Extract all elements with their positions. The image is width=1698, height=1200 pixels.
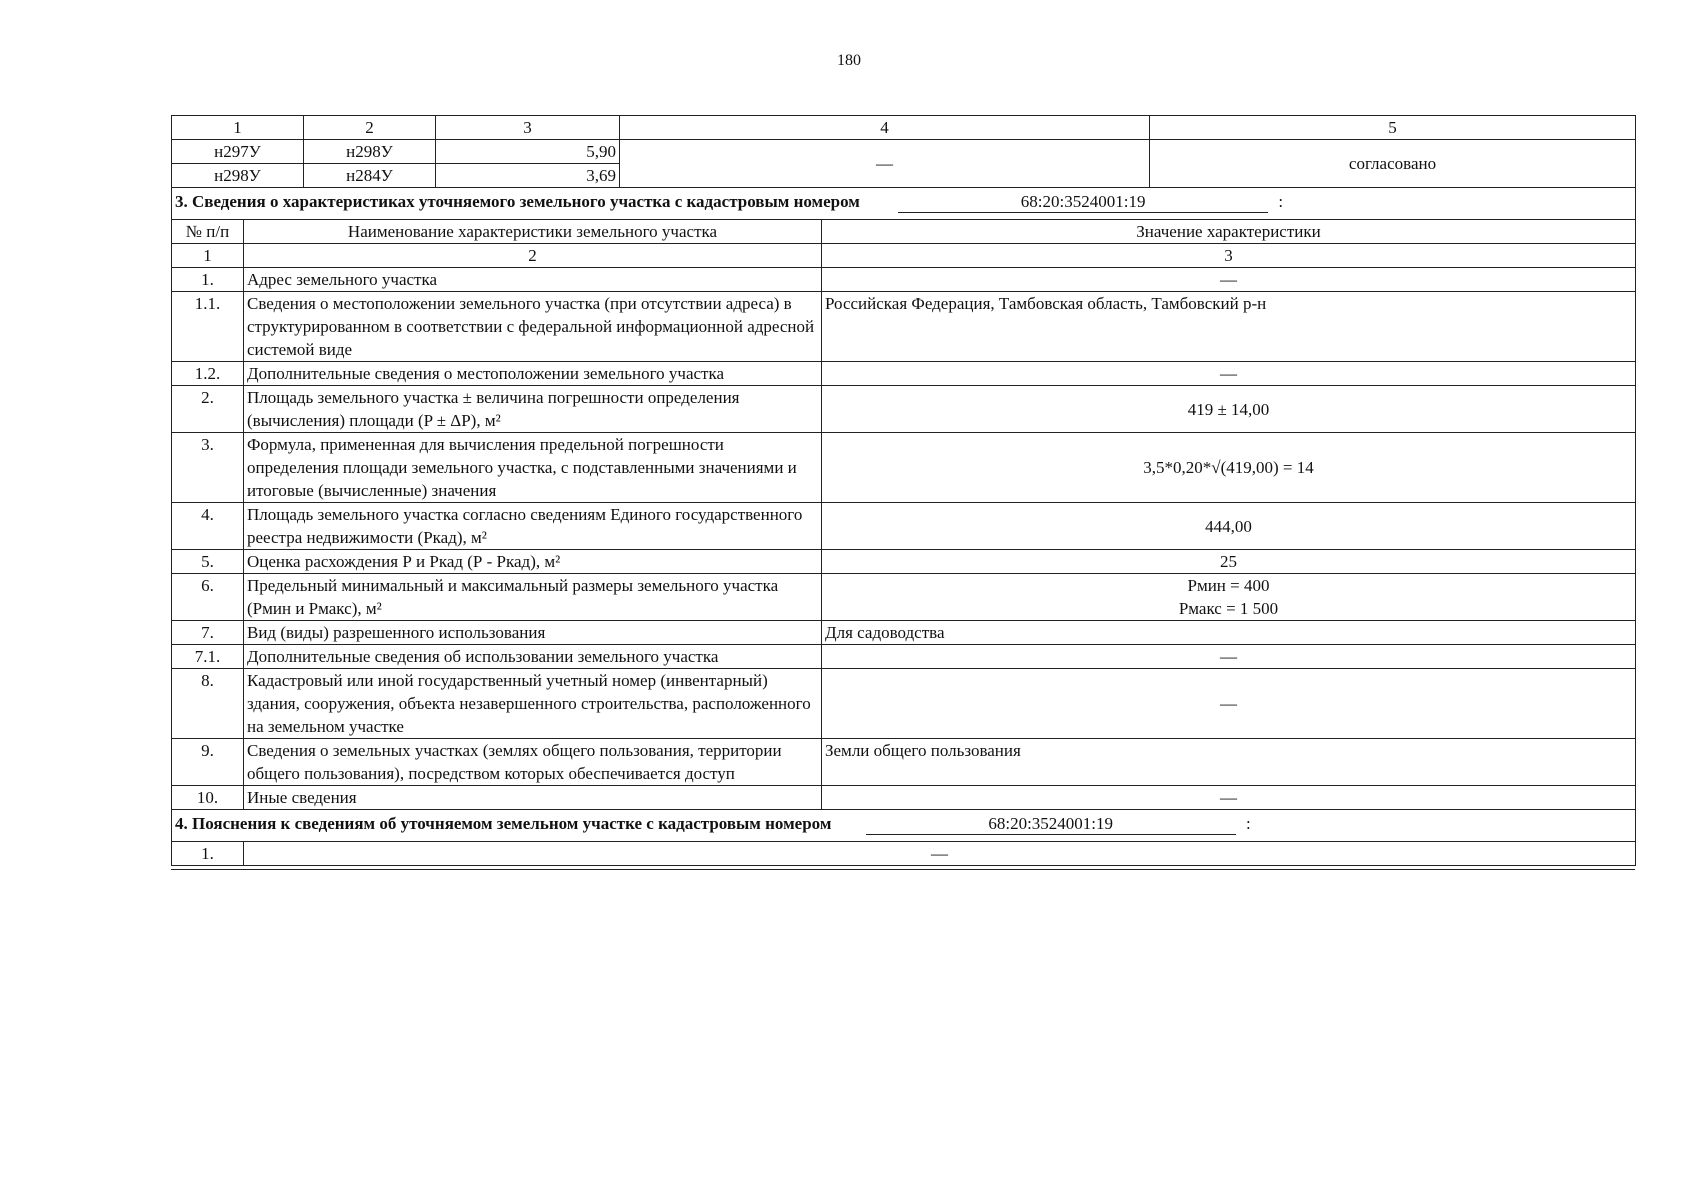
col-number: 2	[244, 244, 822, 268]
size-max: Рмакс = 1 500	[1178, 599, 1279, 618]
table-row	[172, 574, 1636, 621]
bottom-rule	[171, 869, 1635, 870]
row-number: 2.	[172, 386, 244, 433]
row-number: 5.	[172, 550, 244, 574]
characteristic-name: Вид (виды) разрешенного использования	[244, 621, 822, 645]
header-row	[172, 116, 1636, 140]
table-row	[172, 842, 1636, 866]
table-row	[172, 140, 1636, 164]
colon: :	[1245, 814, 1251, 833]
table-row	[172, 786, 1636, 810]
characteristic-value: 444,00	[822, 503, 1636, 550]
row-number: 1.	[172, 268, 244, 292]
row-number: 4.	[172, 503, 244, 550]
col-header-number: № п/п	[172, 220, 244, 244]
row-number: 1.	[172, 842, 244, 866]
col-header: 1	[172, 116, 304, 140]
characteristic-name: Иные сведения	[244, 786, 822, 810]
table-row	[172, 645, 1636, 669]
characteristic-value: —	[822, 786, 1636, 810]
col-header-value: Значение характеристики	[822, 220, 1636, 244]
section4-title-text: 4. Пояснения к сведениям об уточняемом земельном участке с кадастровым номером	[175, 814, 832, 833]
distance: 5,90	[436, 140, 620, 164]
row-number: 7.	[172, 621, 244, 645]
cadastral-number: 68:20:3524001:19	[898, 191, 1268, 213]
characteristic-value	[822, 574, 1636, 621]
cadastral-number: 68:20:3524001:19	[866, 813, 1236, 835]
characteristic-value: 3,5*0,20*√(419,00) = 14	[822, 433, 1636, 503]
row-number: 7.1.	[172, 645, 244, 669]
table-row	[172, 386, 1636, 433]
table-row	[172, 433, 1636, 503]
row-number: 3.	[172, 433, 244, 503]
row-number: 10.	[172, 786, 244, 810]
table-row	[172, 292, 1636, 362]
section-title-row	[172, 188, 1636, 220]
table-row	[172, 503, 1636, 550]
characteristic-value: Для садоводства	[822, 621, 1636, 645]
borders-table	[171, 115, 1636, 188]
characteristic-value: —	[822, 669, 1636, 739]
section3-title	[172, 188, 1636, 220]
characteristic-value: —	[822, 645, 1636, 669]
point-from: н298У	[172, 164, 304, 188]
characteristic-value: —	[822, 268, 1636, 292]
characteristics-table	[171, 187, 1636, 866]
row-number: 1.2.	[172, 362, 244, 386]
section3-title-text: 3. Сведения о характеристиках уточняемого земельного участка с кадастровым номером	[175, 192, 860, 211]
characteristic-name: Предельный минимальный и максимальный размеры земельного участка (Рмин и Рмакс), м²	[244, 574, 822, 621]
row-number: 8.	[172, 669, 244, 739]
point-to: н298У	[304, 140, 436, 164]
characteristic-name: Дополнительные сведения о местоположении земельного участка	[244, 362, 822, 386]
table-row	[172, 739, 1636, 786]
row-number: 6.	[172, 574, 244, 621]
header-row	[172, 220, 1636, 244]
col-header: 3	[436, 116, 620, 140]
col-header: 2	[304, 116, 436, 140]
row-number: 1.1.	[172, 292, 244, 362]
col-header: 4	[620, 116, 1150, 140]
characteristic-value: 419 ± 14,00	[822, 386, 1636, 433]
table-row	[172, 621, 1636, 645]
colon: :	[1278, 192, 1284, 211]
point-from: н297У	[172, 140, 304, 164]
document-sheet	[171, 115, 1635, 870]
section-title-row	[172, 810, 1636, 842]
col-header: 5	[1150, 116, 1636, 140]
characteristic-value: Российская Федерация, Тамбовская область, Тамбовский р-н	[822, 292, 1636, 362]
size-min: Рмин = 400	[1187, 576, 1270, 595]
distance: 3,69	[436, 164, 620, 188]
table-row	[172, 550, 1636, 574]
characteristic-value: —	[822, 362, 1636, 386]
characteristic-value: Земли общего пользования	[822, 739, 1636, 786]
characteristic-name: Формула, примененная для вычисления предельной погрешности определения площади земельного участка, с подставленными значениями и итоговые (вычисленные) значения	[244, 433, 822, 503]
table-row	[172, 268, 1636, 292]
row-number: 9.	[172, 739, 244, 786]
col-header-name: Наименование характеристики земельного участка	[244, 220, 822, 244]
page-number: 180	[837, 52, 861, 69]
approval-status: согласовано	[1150, 140, 1636, 188]
column-numbers-row	[172, 244, 1636, 268]
table-row	[172, 669, 1636, 739]
section4-title	[172, 810, 1636, 842]
characteristic-value: 25	[822, 550, 1636, 574]
characteristic-name: Сведения о земельных участках (землях общего пользования, территории общего пользования), посредством которых обеспечивается доступ	[244, 739, 822, 786]
col-number: 1	[172, 244, 244, 268]
characteristic-name: Площадь земельного участка согласно сведениям Единого государственного реестра недвижимости (Ркад), м²	[244, 503, 822, 550]
characteristic-name: Дополнительные сведения об использовании земельного участка	[244, 645, 822, 669]
characteristic-name: Оценка расхождения Р и Ркад (Р - Ркад), м²	[244, 550, 822, 574]
characteristic-name: Кадастровый или иной государственный учетный номер (инвентарный) здания, сооружения, объекта незавершенного строительства, расположенного на земельном участке	[244, 669, 822, 739]
col-number: 3	[822, 244, 1636, 268]
characteristic-name: Сведения о местоположении земельного участка (при отсутствии адреса) в структурированном в соответствии с федеральной информационной адресной системой виде	[244, 292, 822, 362]
col4-value: —	[620, 140, 1150, 188]
table-row	[172, 362, 1636, 386]
explanation-text: —	[244, 842, 1636, 866]
characteristic-name: Площадь земельного участка ± величина погрешности определения (вычисления) площади (P ± ΔP), м²	[244, 386, 822, 433]
point-to: н284У	[304, 164, 436, 188]
characteristic-name: Адрес земельного участка	[244, 268, 822, 292]
